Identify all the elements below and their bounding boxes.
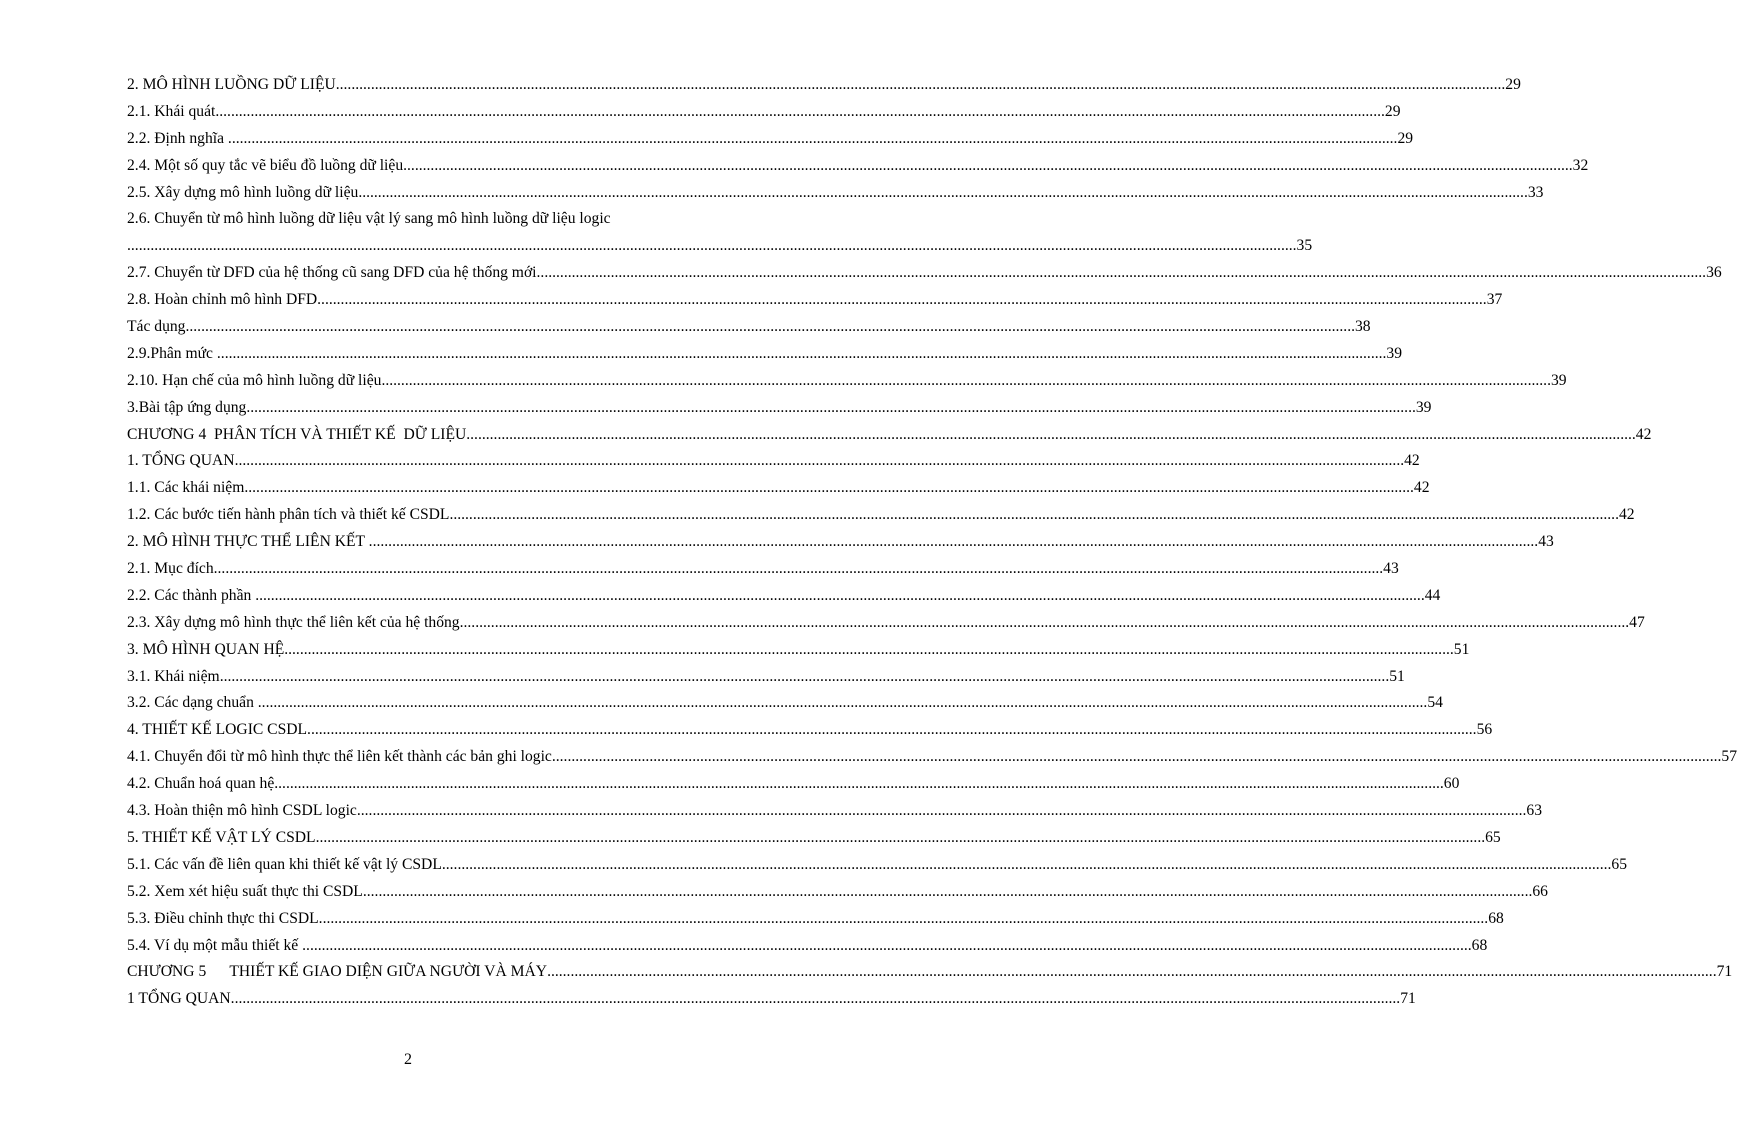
toc-page-number: 54 [1427, 694, 1443, 712]
toc-entry [127, 906, 1504, 933]
toc-entry-title: 2.1. Khái quát [127, 102, 216, 120]
toc-leader-dots: ............................................................................................................................................................................................................................................................................................................ [234, 452, 1405, 470]
toc-entry-title: 2.2. Các thành phần [127, 586, 256, 604]
toc-leader-dots: ............................................................................................................................................................................................................................................................................................................ [449, 506, 1619, 524]
toc-entry-title: CHƯƠNG 4 PHÂN TÍCH VÀ THIẾT KẾ DỮ LIỆU [127, 425, 467, 443]
toc-leader-dots: ............................................................................................................................................................................................................................................................................................................ [403, 156, 1573, 174]
toc-entry-title: 2.8. Hoàn chỉnh mô hình DFD [127, 291, 318, 309]
toc-entry [127, 502, 1635, 529]
toc-page-number: 36 [1706, 264, 1722, 282]
toc-entry-title: 2.5. Xây dựng mô hình luồng dữ liệu [127, 183, 359, 201]
toc-entry-title: 1.1. Các khái niệm [127, 479, 245, 497]
toc-entry-title: 2.3. Xây dựng mô hình thực thể liên kết của hệ thống [127, 613, 460, 631]
toc-leader-dots: ............................................................................................................................................................................................................................................................................................................ [335, 76, 1506, 93]
toc-entry [127, 744, 1737, 771]
toc-leader-dots: ............................................................................................................................................................................................................................................................................................................ [255, 586, 1425, 604]
toc-page-number: 60 [1443, 775, 1460, 793]
toc-page-number: 51 [1389, 667, 1405, 685]
toc-entry [127, 959, 1733, 986]
toc-entry [127, 99, 1401, 126]
toc-page-number: 42 [1618, 506, 1635, 524]
toc-entry [127, 879, 1548, 906]
toc-leader-dots: ............................................................................................................................................................................................................................................................................................................ [284, 640, 1454, 658]
toc-entry [127, 610, 1645, 637]
toc-page-number: 42 [1413, 479, 1430, 497]
toc-page-number: 29 [1397, 129, 1414, 147]
toc-page-number: 33 [1527, 183, 1544, 201]
toc-leader-dots: ............................................................................................................................................................................................................................................................................................................ [246, 398, 1416, 416]
toc-page-number: 42 [1404, 452, 1420, 470]
toc-page-number: 68 [1471, 936, 1488, 954]
toc-entry-continuation [127, 233, 1313, 260]
toc-entry-title: 5.1. Các vấn đề liên quan khi thiết kế vật lý CSDL [127, 855, 442, 873]
toc-leader-dots: ............................................................................................................................................................................................................................................................................................................ [381, 371, 1551, 389]
toc-page-number: 65 [1611, 855, 1627, 873]
toc-entry-title: 2.9.Phân mức [127, 344, 217, 362]
toc-entry [127, 771, 1460, 798]
toc-leader-dots: ............................................................................................................................................................................................................................................................................................................ [219, 667, 1390, 685]
table-of-contents [127, 72, 1737, 1013]
toc-page-number: 63 [1526, 802, 1542, 820]
toc-leader-dots: ............................................................................................................................................................................................................................................................................................................ [317, 291, 1487, 309]
toc-entry [127, 341, 1403, 368]
toc-entry-title: 5.2. Xem xét hiệu suất thực thi CSDL [127, 882, 363, 900]
toc-page-number: 38 [1355, 318, 1371, 336]
toc-entry [127, 717, 1493, 744]
toc-page-number: 65 [1485, 828, 1501, 846]
toc-entry-title: 2.7. Chuyển từ DFD của hệ thống cũ sang DFD của hệ thống mới [127, 264, 537, 282]
toc-page-number: 51 [1453, 640, 1470, 658]
toc-leader-dots: ............................................................................................................................................................................................................................................................................................................ [441, 855, 1612, 873]
toc-leader-dots: ............................................................................................................................................................................................................................................................................................................ [215, 102, 1385, 120]
toc-leader-dots: ............................................................................................................................................................................................................................................................................................................ [216, 344, 1387, 362]
toc-entry [127, 637, 1470, 664]
toc-entry [127, 986, 1416, 1013]
toc-leader-dots: ............................................................................................................................................................................................................................................................................................................ [358, 183, 1528, 201]
toc-entry [127, 126, 1414, 153]
toc-entry [127, 287, 1503, 314]
toc-entry-title: 3.1. Khái niệm [127, 667, 220, 685]
toc-page-number: 71 [1716, 963, 1733, 981]
toc-entry [127, 314, 1371, 341]
toc-page-number: 39 [1550, 371, 1567, 389]
toc-leader-dots: ............................................................................................................................................................................................................................................................................................................ [536, 264, 1707, 282]
toc-entry [127, 852, 1627, 879]
toc-entry-title: 3. MÔ HÌNH QUAN HỆ [127, 640, 285, 658]
toc-leader-dots: ............................................................................................................................................................................................................................................................................................................ [362, 882, 1533, 900]
toc-entry [127, 368, 1567, 395]
toc-page-number: 47 [1629, 613, 1645, 631]
toc-entry [127, 180, 1544, 207]
toc-page-number: 43 [1383, 560, 1399, 578]
toc-page-number: 44 [1424, 586, 1441, 604]
toc-entry [127, 690, 1443, 717]
toc-page-number: 32 [1572, 156, 1589, 174]
toc-page-number: 42 [1635, 425, 1652, 443]
toc-leader-dots: ............................................................................................................................................................................................................................................................................................................ [185, 318, 1355, 336]
toc-entry [127, 206, 737, 233]
toc-leader-dots: ............................................................................................................................................................................................................................................................................................................ [318, 909, 1489, 927]
toc-leader-dots: ............................................................................................................................................................................................................................................................................................................ [274, 775, 1444, 793]
toc-entry [127, 583, 1441, 610]
toc-leader-dots: ............................................................................................................................................................................................................................................................................................................ [356, 802, 1527, 820]
toc-entry-title: 2. MÔ HÌNH THỰC THỂ LIÊN KẾT [127, 533, 369, 551]
toc-entry-title: 5.3. Điều chỉnh thực thi CSDL [127, 909, 319, 927]
toc-entry-title: 2.1. Mục đích [127, 560, 214, 578]
toc-entry [127, 664, 1405, 691]
toc-entry [127, 448, 1420, 475]
toc-leader-dots: ............................................................................................................................................................................................................................................................................................................ [244, 479, 1414, 497]
toc-leader-dots: ............................................................................................................................................................................................................................................................................................................ [466, 425, 1636, 443]
toc-page-number: 37 [1486, 291, 1503, 309]
toc-entry [127, 153, 1589, 180]
toc-entry-title: 4.3. Hoàn thiện mô hình CSDL logic [127, 802, 357, 820]
toc-entry [127, 933, 1488, 960]
toc-page-number: 56 [1476, 721, 1493, 739]
toc-entry-title: 2.4. Một số quy tắc vẽ biểu đồ luồng dữ liệu [127, 156, 404, 174]
toc-leader-dots: ............................................................................................................................................................................................................................................................................................................ [230, 990, 1401, 1008]
toc-leader-dots: ............................................................................................................................................................................................................................................................................................................ [315, 828, 1486, 846]
toc-entry [127, 556, 1399, 583]
toc-entry-title: CHƯƠNG 5 THIẾT KẾ GIAO DIỆN GIỮA NGƯỜI VÀ MÁY [127, 963, 548, 981]
toc-entry-title: 2.2. Định nghĩa [127, 129, 228, 147]
toc-leader-dots: ............................................................................................................................................................................................................................................................................................................ [551, 748, 1722, 766]
toc-page-number: 35 [1296, 237, 1313, 255]
toc-entry-title: 1 TỔNG QUAN [127, 990, 231, 1008]
toc-entry [127, 529, 1554, 556]
toc-entry-title: 5. THIẾT KẾ VẬT LÝ CSDL [127, 828, 316, 846]
toc-entry-title: 2.6. Chuyển từ mô hình luồng dữ liệu vật lý sang mô hình luồng dữ liệu logic [127, 210, 611, 228]
toc-entry-title: 1. TỔNG QUAN [127, 452, 235, 470]
toc-entry-title: 3.Bài tập ứng dụng [127, 398, 247, 416]
toc-leader-dots: ............................................................................................................................................................................................................................................................................................................ [307, 721, 1477, 739]
toc-entry [127, 825, 1501, 852]
toc-page-number: 71 [1400, 990, 1416, 1008]
toc-leader-dots: ............................................................................................................................................................................................................................................................................................................ [547, 963, 1717, 981]
toc-leader-dots: ............................................................................................................................................................................................................................................................................................................ [257, 694, 1428, 712]
toc-entry-title: 4.1. Chuyển đổi từ mô hình thực thể liên kết thành các bản ghi logic [127, 748, 552, 766]
toc-entry-title: 4. THIẾT KẾ LOGIC CSDL [127, 721, 308, 739]
toc-entry-title: 1.2. Các bước tiến hành phân tích và thiết kế CSDL [127, 506, 450, 524]
toc-page-number: 39 [1415, 398, 1432, 416]
toc-page-number: 43 [1538, 533, 1554, 551]
toc-entry [127, 475, 1430, 502]
page-number: 2 [404, 1051, 412, 1068]
toc-page-number: 39 [1386, 344, 1403, 362]
toc-page-number: 66 [1532, 882, 1548, 900]
toc-entry [127, 395, 1432, 422]
toc-leader-dots: ............................................................................................................................................................................................................................................................................................................ [302, 936, 1472, 954]
toc-entry-title: 2. MÔ HÌNH LUỒNG DỮ LIỆU [127, 76, 336, 93]
toc-entry-title: 2.10. Hạn chế của mô hình luồng dữ liệu [127, 371, 382, 389]
toc-page-number: 29 [1505, 76, 1521, 93]
toc-page-number: 68 [1488, 909, 1504, 927]
toc-entry-title: 3.2. Các dạng chuẩn [127, 694, 258, 712]
toc-leader-dots: ............................................................................................................................................................................................................................................................................................................ [459, 613, 1630, 631]
toc-leader-dots: ............................................................................................................................................................................................................................................................................................................ [368, 533, 1539, 551]
toc-leader-dots: ............................................................................................................................................................................................................................................................................................................ [213, 560, 1384, 578]
toc-entry [127, 422, 1652, 449]
toc-entry-title: Tác dụng [127, 318, 186, 336]
toc-leader-dots: ............................................................................................................................................................................................................................................................................................................ [127, 237, 1297, 255]
toc-page-number: 29 [1384, 102, 1401, 120]
toc-entry [127, 260, 1722, 287]
toc-entry [127, 798, 1542, 825]
toc-leader-dots: ............................................................................................................................................................................................................................................................................................................ [227, 129, 1398, 147]
toc-entry [127, 72, 1521, 99]
toc-page-number: 57 [1721, 748, 1737, 766]
toc-entry-title: 5.4. Ví dụ một mẫu thiết kế [127, 936, 303, 954]
toc-entry-title: 4.2. Chuẩn hoá quan hệ [127, 775, 275, 793]
